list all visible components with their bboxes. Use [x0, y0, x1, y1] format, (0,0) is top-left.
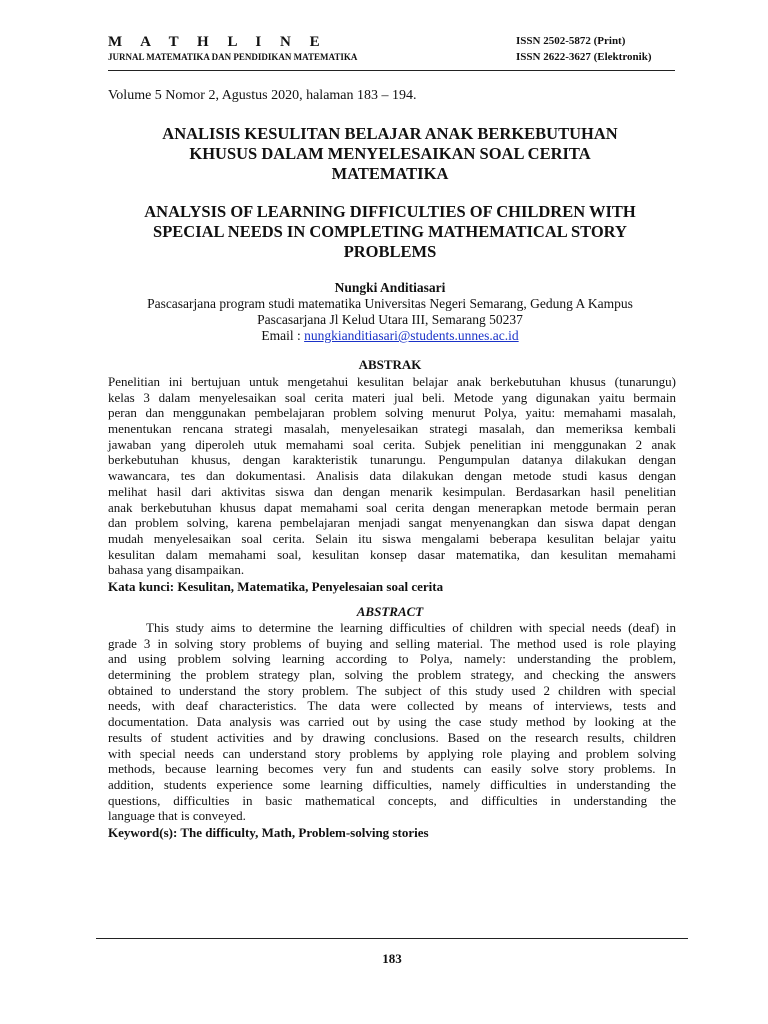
abstrak-heading: ABSTRAK — [358, 357, 422, 372]
email-label: Email : — [261, 328, 305, 343]
abstrak-line: bahasa yang disampaikan. — [108, 562, 245, 578]
abstract-line: grade 3 in solving story problems of buying and selling material. The method used is role playing — [108, 635, 676, 651]
abstrak-line: anak berkebutuhan khusus dapat memahami soal cerita dengan menerapkan metode bermain peran — [108, 499, 676, 515]
title-en-line: ANALYSIS OF LEARNING DIFFICULTIES OF CHILDREN WITH — [144, 202, 636, 221]
abstrak-line: jawaban yang diperoleh utuk memahami soal cerita. Subjek penelitian ini menggunakan 2 anak — [108, 436, 676, 452]
abstract-line: language that is conveyed. — [108, 808, 246, 824]
abstract-line: with special needs can understand story problems by applying role playing and problem solving — [108, 745, 676, 761]
abstract-heading: ABSTRACT — [356, 604, 424, 619]
author-affiliation — [96, 296, 684, 344]
affiliation-line: Pascasarjana Jl Kelud Utara III, Semarang 50237 — [257, 312, 523, 327]
abstrak-body — [108, 374, 676, 595]
issn-electronic: ISSN 2622-3627 (Elektronik) — [516, 51, 652, 63]
abstrak-line: peran dan menggunakan pembelajaran problem solving menurut Polya, yaitu: memahami masalah, — [108, 405, 676, 421]
abstract-line: determining the problem strategy plan, solving the problem strategy, and checking the answers — [108, 667, 676, 683]
footer-divider — [96, 938, 688, 939]
abstract-line: needs, with deaf characteristics. The data were collected by means of interviews, tests and — [108, 698, 676, 714]
abstrak-line: menentukan rencana strategi masalah, menyelesaikan strategi masalah, dan memeriksa kembali — [108, 421, 676, 437]
journal-name: M A T H L I N E — [108, 34, 328, 50]
abstrak-line: kelas 3 dalam menyelesaikan soal cerita materi jual beli. Metode yang digunakan yaitu bermain — [108, 389, 676, 405]
abstrak-line: dan problem solving, karena pembelajaran menjadi sangat menyenangkan dan siswa dapat dengan — [108, 515, 676, 531]
abstract-body — [108, 620, 676, 841]
abstract-line: This study aims to determine the learning difficulties of children with special needs (deaf) in — [146, 620, 676, 635]
abstrak-keywords: Kata kunci: Kesulitan, Matematika, Penyelesaian soal cerita — [108, 578, 444, 594]
abstract-line: and using problem solving learning according to Polya, namely: understanding the problem, — [108, 651, 676, 667]
title-indonesian — [96, 124, 684, 184]
author-name: Nungki Anditiasari — [334, 280, 446, 295]
abstract-line: results of student activities and by drawing conclusions. Based on the research results, children — [108, 729, 676, 745]
title-id-line: KHUSUS DALAM MENYELESAIKAN SOAL CERITA — [189, 144, 591, 163]
email-link[interactable]: nungkianditiasari@students.unnes.ac.id — [304, 328, 519, 343]
title-english — [96, 202, 684, 262]
abstrak-line: berkebutuhan khusus, dengan karakteristik tunarungu. Pengumpulan datanya dilakukan dengan — [108, 452, 676, 468]
header-divider — [108, 70, 675, 71]
affiliation-line: Pascasarjana program studi matematika Universitas Negeri Semarang, Gedung A Kampus — [147, 296, 633, 311]
email-line — [96, 328, 684, 344]
page-number: 183 — [382, 951, 402, 966]
issn-print: ISSN 2502-5872 (Print) — [516, 35, 626, 47]
abstract-line: obtained to understand the story problem. The subject of this study used 2 children with special — [108, 682, 676, 698]
abstract-line: documentation. Data analysis was carried out by using the case study method by looking at the — [108, 714, 676, 730]
title-en-line: PROBLEMS — [343, 242, 437, 261]
abstrak-line: kesulitan dalam memahami soal, kesulitan konsep dasar matematika, dan kesulitan memahami — [108, 546, 676, 562]
title-en-line: SPECIAL NEEDS IN COMPLETING MATHEMATICAL STORY — [153, 222, 627, 241]
abstract-keywords: Keyword(s): The difficulty, Math, Problem-solving stories — [108, 824, 429, 840]
title-id-line: ANALISIS KESULITAN BELAJAR ANAK BERKEBUTUHAN — [162, 124, 618, 143]
journal-subtitle: JURNAL MATEMATIKA DAN PENDIDIKAN MATEMATIKA — [108, 52, 358, 62]
abstrak-line: mudah menyelesaikan soal cerita. Selain itu siswa mengalami beberapa kesulitan belajar yaitu — [108, 530, 676, 546]
abstrak-line: melihat hasil dari aktivitas siswa dan dengan menarik kesimpulan. Berdasarkan hasil penelitian — [108, 483, 676, 499]
abstract-line: addition, students experience some learning difficulties, namely difficulties in understanding the — [108, 776, 676, 792]
abstrak-line: wawancara, tes dan dokumentasi. Analisis data dilakukan dengan metode studi kasus dengan — [108, 468, 676, 484]
abstrak-line: Penelitian ini bertujuan untuk mengetahui kesulitan belajar anak berkebutuhan khusus (tunarungu) — [108, 374, 676, 389]
abstract-line: methods, because learning becomes very fun and students can easily solve story problems. In — [108, 761, 676, 777]
abstract-line: questions, difficulties in basic mathematical concepts, and difficulties in understanding the — [108, 792, 676, 808]
title-id-line: MATEMATIKA — [331, 164, 449, 183]
volume-line: Volume 5 Nomor 2, Agustus 2020, halaman 183 – 194. — [108, 88, 417, 103]
